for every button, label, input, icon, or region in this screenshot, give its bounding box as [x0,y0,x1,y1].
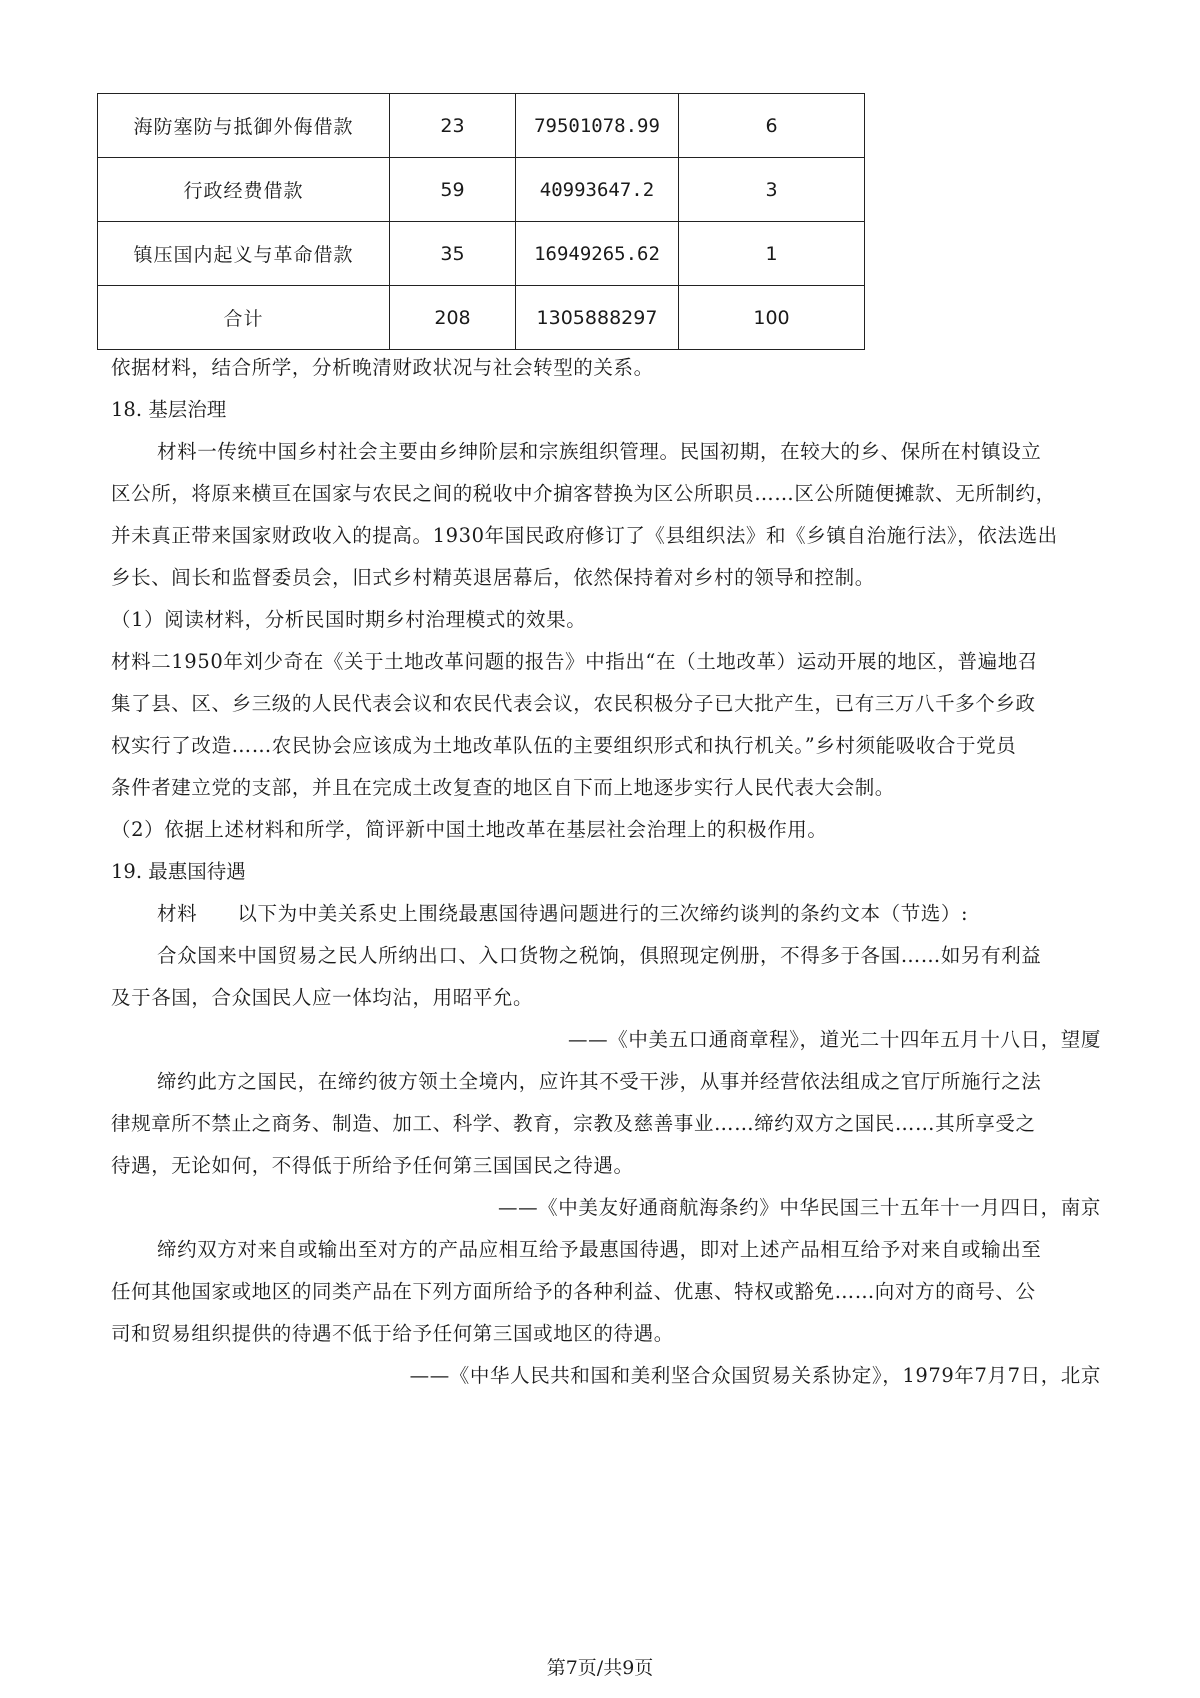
loan-percent: 3 [679,158,865,222]
q19-treaty2-line: 缔约此方之国民，在缔约彼方领土全境内，应许其不受干涉，从事并经营依法组成之官厅所施行之法 [157,1070,1042,1093]
q19-treaty1-source: ——《中美五口通商章程》，道光二十四年五月十八日，望厦 [568,1028,1101,1051]
q19-treaty2-line: 律规章所不禁止之商务、制造、加工、科学、教育，宗教及慈善事业……缔约双方之国民……其所享受之 [111,1112,1036,1135]
q19-treaty3-line: 缔约双方对来自或输出至对方的产品应相互给予最惠国待遇，即对上述产品相互给予对来自或输出至 [157,1238,1042,1261]
q19-treaty2-source: ——《中美友好通商航海条约》中华民国三十五年十一月四日，南京 [497,1196,1101,1219]
q18-title: 18. 基层治理 [111,398,227,421]
loan-category: 行政经费借款 [98,158,390,222]
q19-treaty1-line: 合众国来中国贸易之民人所纳出口、入口货物之税饷，俱照现定例册，不得多于各国……如另有利益 [157,944,1042,967]
loan-category: 海防塞防与抵御外侮借款 [98,94,390,158]
table-row [98,222,865,286]
q18-material2-line: 条件者建立党的支部，并且在完成土改复查的地区自下而上地逐步实行人民代表大会制。 [111,776,895,799]
loan-percent: 6 [679,94,865,158]
loan-percent: 1 [679,222,865,286]
table-row [98,94,865,158]
q18-material1-line: 并未真正带来国家财政收入的提高。1930年国民政府修订了《县组织法》和《乡镇自治施行法》，依法选出 [111,524,1058,547]
page-body [111,347,1101,1397]
q19-treaty1-line: 及于各国，合众国民人应一体均沾，用昭平允。 [111,986,534,1009]
loan-category: 合计 [98,286,390,350]
loan-amount: 79501078.99 [516,94,679,158]
loan-percent: 100 [679,286,865,350]
table-row [98,158,865,222]
loan-table-fragment [97,93,865,350]
table-row-total [98,286,865,350]
q19-treaty2-line: 待遇，无论如何，不得低于所给予任何第三国国民之待遇。 [111,1154,634,1177]
q18-material2-line: 集了县、区、乡三级的人民代表会议和农民代表会议，农民积极分子已大批产生，已有三万八千多个乡政 [111,692,1036,715]
q18-material1-line: 材料一传统中国乡村社会主要由乡绅阶层和宗族组织管理。民国初期，在较大的乡、保所在村镇设立 [157,440,1042,463]
loan-count: 59 [390,158,516,222]
loan-category: 镇压国内起义与革命借款 [98,222,390,286]
loan-amount: 40993647.2 [516,158,679,222]
q18-subquestion-2: （2）依据上述材料和所学，简评新中国土地改革在基层社会治理上的积极作用。 [111,818,828,841]
q19-intro: 材料 以下为中美关系史上围绕最惠国待遇问题进行的三次缔约谈判的条约文本（节选）: [157,902,969,925]
q17-prompt: 依据材料，结合所学，分析晚清财政状况与社会转型的关系。 [111,356,654,379]
q18-material2-line: 权实行了改造……农民协会应该成为土地改革队伍的主要组织形式和执行机关。”乡村须能吸收合于党员 [111,734,1017,757]
loan-amount: 1305888297 [516,286,679,350]
loan-count: 35 [390,222,516,286]
q19-treaty3-line: 任何其他国家或地区的同类产品在下列方面所给予的各种利益、优惠、特权或豁免……向对方的商号、公 [111,1280,1036,1303]
q19-treaty3-line: 司和贸易组织提供的待遇不低于给予任何第三国或地区的待遇。 [111,1322,674,1345]
q19-title: 19. 最惠国待遇 [111,860,246,883]
q18-material1-line: 乡长、闾长和监督委员会，旧式乡村精英退居幕后，依然保持着对乡村的领导和控制。 [111,566,875,589]
q18-subquestion-1: （1）阅读材料，分析民国时期乡村治理模式的效果。 [111,608,587,631]
q18-material2-line: 材料二1950年刘少奇在《关于土地改革问题的报告》中指出“在（土地改革）运动开展的地区，普遍地召 [111,650,1038,673]
loan-count: 23 [390,94,516,158]
loan-count: 208 [390,286,516,350]
page-number: 第7页/共9页 [546,1657,654,1679]
loan-amount: 16949265.62 [516,222,679,286]
q19-treaty3-source: ——《中华人民共和国和美利坚合众国贸易关系协定》，1979年7月7日，北京 [409,1364,1101,1387]
q18-material1-line: 区公所，将原来横亘在国家与农民之间的税收中介掮客替换为区公所职员……区公所随便摊款、无所制约， [111,482,1056,505]
